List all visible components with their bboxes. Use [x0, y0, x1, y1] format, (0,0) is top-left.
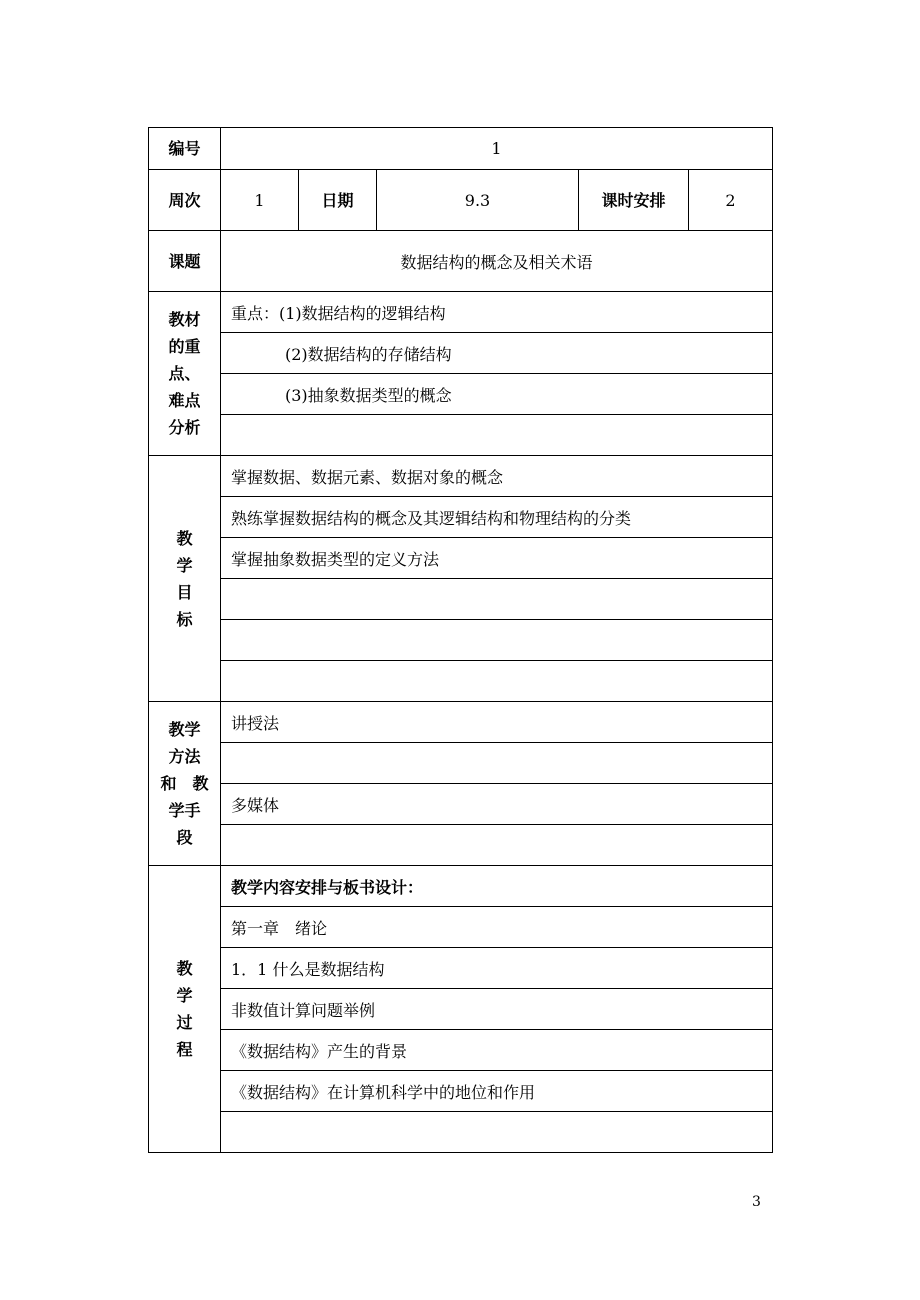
process-line: 《数据结构》在计算机科学中的地位和作用 [221, 1071, 773, 1112]
process-line [221, 1112, 773, 1153]
goals-row [149, 620, 773, 661]
process-line: 《数据结构》产生的背景 [221, 1030, 773, 1071]
methods-row [149, 702, 773, 743]
key-points-row [149, 292, 773, 333]
process-label-line: 过 [176, 1013, 193, 1032]
date-value: 9.3 [377, 170, 579, 231]
goal-line [221, 579, 773, 620]
key-points-label [149, 292, 221, 456]
goal-line [221, 661, 773, 702]
process-label-line: 学 [176, 986, 193, 1005]
methods-label [149, 702, 221, 866]
key-points-row [149, 333, 773, 374]
process-row [149, 989, 773, 1030]
methods-row [149, 825, 773, 866]
method-line [221, 743, 773, 784]
lesson-plan-table [148, 127, 773, 1153]
topic-label: 课题 [149, 231, 221, 292]
key-points-row [149, 374, 773, 415]
key-points-row [149, 415, 773, 456]
row-week-date-hours [149, 170, 773, 231]
date-label: 日期 [299, 170, 377, 231]
methods-label-line: 段 [176, 828, 193, 847]
goals-row [149, 456, 773, 497]
goals-label-line: 目 [176, 582, 193, 602]
row-topic [149, 231, 773, 292]
methods-label-line: 教学 [168, 720, 201, 739]
goals-row [149, 661, 773, 702]
key-points-label-line: 教材 [168, 310, 201, 329]
process-row [149, 1112, 773, 1153]
hours-label: 课时安排 [579, 170, 689, 231]
goals-row [149, 579, 773, 620]
process-row [149, 1030, 773, 1071]
goals-label [149, 456, 221, 702]
number-value: 1 [221, 128, 773, 170]
process-label-line: 程 [176, 1040, 193, 1059]
topic-value: 数据结构的概念及相关术语 [221, 231, 773, 292]
goals-row [149, 538, 773, 579]
process-label-line: 教 [176, 959, 193, 978]
goals-label-line: 学 [176, 555, 193, 575]
key-points-label-line: 的重 [168, 337, 201, 356]
process-row [149, 948, 773, 989]
method-line: 讲授法 [221, 702, 773, 743]
week-value: 1 [221, 170, 299, 231]
method-line: 多媒体 [221, 784, 773, 825]
row-number [149, 128, 773, 170]
goals-label-line: 教 [176, 528, 193, 548]
methods-row [149, 743, 773, 784]
goal-line: 掌握抽象数据类型的定义方法 [221, 538, 773, 579]
methods-label-line: 方法 [168, 747, 201, 766]
key-point-line: 重点：(1)数据结构的逻辑结构 [221, 292, 773, 333]
key-point-line: (3)抽象数据类型的概念 [221, 374, 773, 415]
number-label: 编号 [149, 128, 221, 170]
methods-label-line: 学手 [168, 801, 201, 820]
key-point-line [221, 415, 773, 456]
goals-label-line: 标 [176, 609, 193, 629]
goal-line: 掌握数据、数据元素、数据对象的概念 [221, 456, 773, 497]
methods-row [149, 784, 773, 825]
method-line [221, 825, 773, 866]
key-point-line: (2)数据结构的存储结构 [221, 333, 773, 374]
page-number: 3 [752, 1194, 761, 1210]
process-row [149, 1071, 773, 1112]
week-label: 周次 [149, 170, 221, 231]
process-line: 第一章 绪论 [221, 907, 773, 948]
process-row [149, 907, 773, 948]
goal-line [221, 620, 773, 661]
hours-value: 2 [689, 170, 773, 231]
process-label [149, 866, 221, 1153]
process-row [149, 866, 773, 907]
goal-line: 熟练掌握数据结构的概念及其逻辑结构和物理结构的分类 [221, 497, 773, 538]
process-heading: 教学内容安排与板书设计： [221, 866, 773, 907]
process-line: 1．1 什么是数据结构 [221, 948, 773, 989]
process-line: 非数值计算问题举例 [221, 989, 773, 1030]
goals-row [149, 497, 773, 538]
key-points-label-line: 点、 [168, 364, 201, 383]
key-points-label-line: 分析 [168, 418, 201, 437]
methods-label-line: 和 教 [160, 774, 209, 793]
lesson-plan-sheet [148, 127, 772, 1153]
key-points-label-line: 难点 [168, 391, 201, 410]
